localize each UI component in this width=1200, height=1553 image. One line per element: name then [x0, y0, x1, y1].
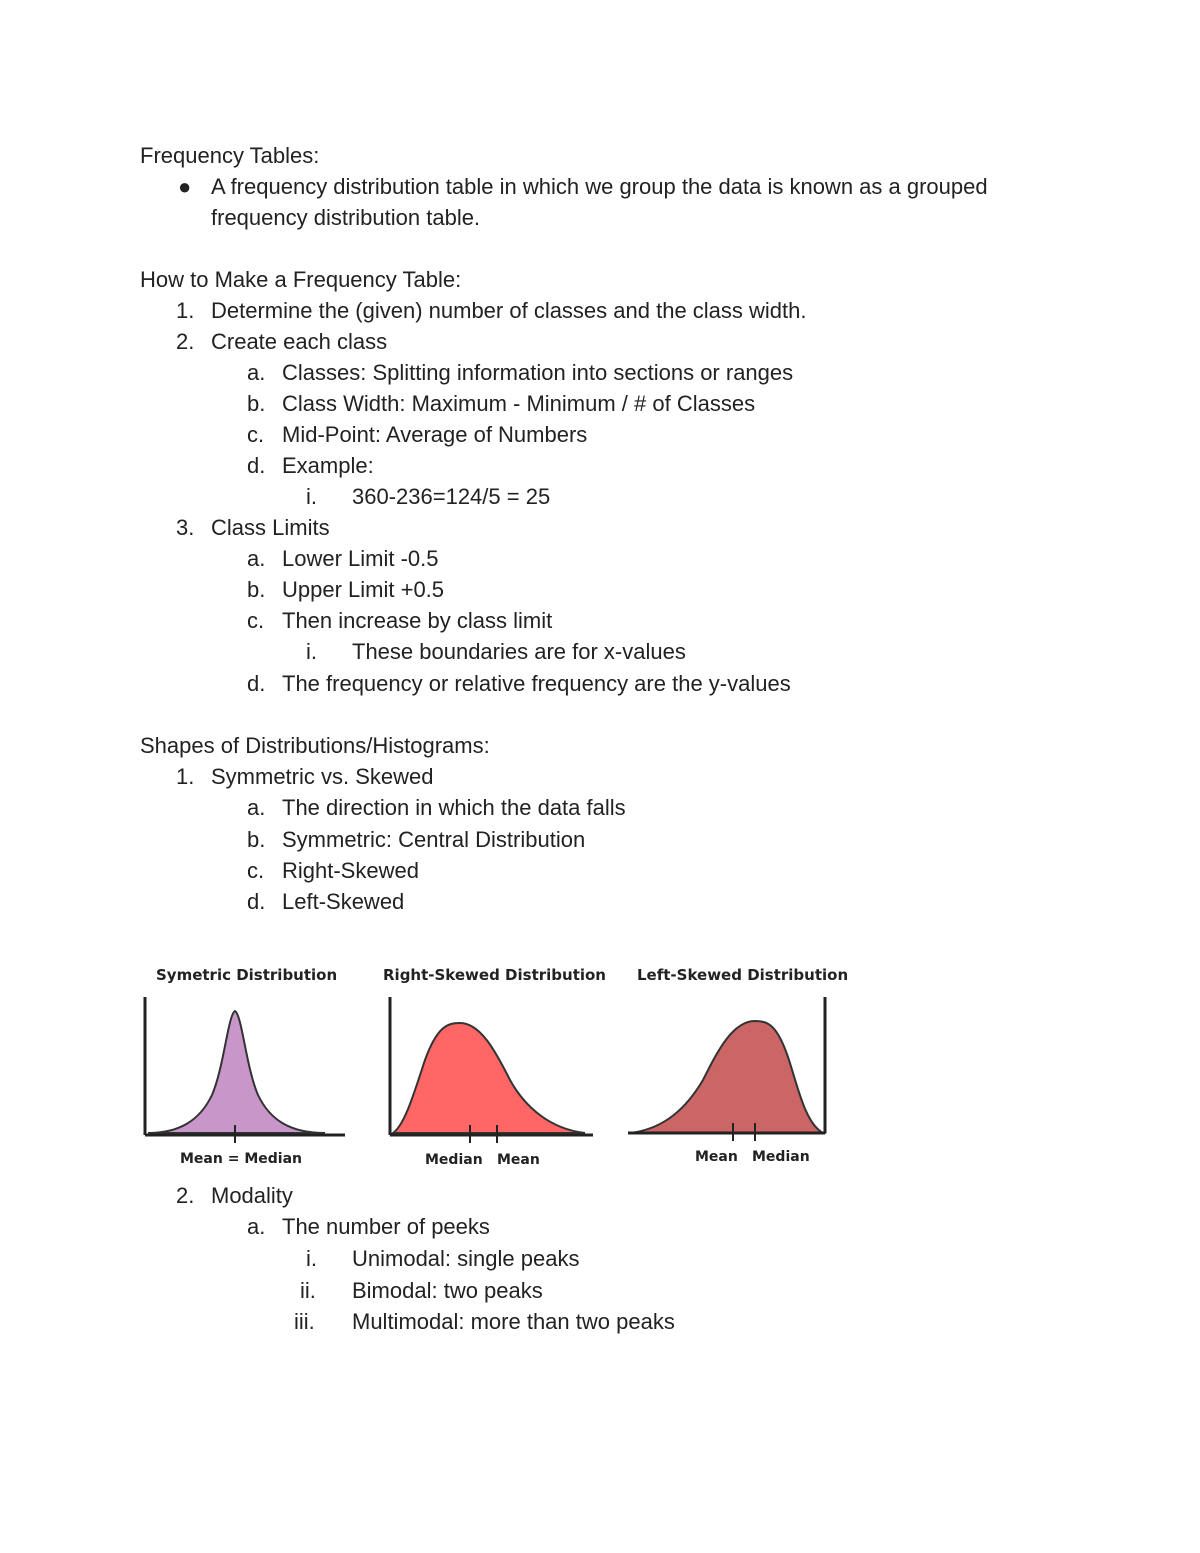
- list-marker: i.: [306, 484, 317, 509]
- list-marker: 1.: [176, 298, 195, 323]
- list-marker: a.: [247, 795, 266, 820]
- symmetric-distribution-figure: [140, 995, 350, 1140]
- left-median-label: Median: [752, 1149, 810, 1165]
- list-marker: a.: [247, 360, 266, 385]
- list-marker: ii.: [300, 1278, 316, 1303]
- bullet-icon: ●: [178, 174, 192, 199]
- list-item: The direction in which the data falls: [282, 795, 626, 820]
- heading-shapes: Shapes of Distributions/Histograms:: [140, 733, 490, 758]
- list-marker: d.: [247, 889, 266, 914]
- list-item: Classes: Splitting information into sections or ranges: [282, 360, 794, 385]
- heading-frequency-tables: Frequency Tables:: [140, 143, 320, 168]
- list-item: These boundaries are for x-values: [352, 639, 686, 664]
- list-item: 360-236=124/5 = 25: [352, 484, 551, 509]
- list-marker: 3.: [176, 515, 195, 540]
- list-marker: a.: [247, 546, 266, 571]
- list-item: Then increase by class limit: [282, 608, 553, 633]
- list-item: Upper Limit +0.5: [282, 577, 445, 602]
- list-item: Create each class: [211, 329, 388, 354]
- list-item: Modality: [211, 1183, 293, 1208]
- list-item: Class Limits: [211, 515, 330, 540]
- list-item: Mid-Point: Average of Numbers: [282, 422, 588, 447]
- symmetric-label: Mean = Median: [180, 1151, 302, 1167]
- list-item: Lower Limit -0.5: [282, 546, 439, 571]
- list-marker: iii.: [294, 1309, 315, 1334]
- right-skewed-distribution-figure: [385, 995, 597, 1140]
- list-item: Determine the (given) number of classes and the class width.: [211, 298, 807, 323]
- list-marker: b.: [247, 827, 266, 852]
- list-marker: b.: [247, 391, 266, 416]
- list-item: Multimodal: more than two peaks: [352, 1309, 675, 1334]
- left-skewed-figure-title: Left-Skewed Distribution: [637, 966, 849, 984]
- list-marker: 2.: [176, 329, 195, 354]
- list-marker: 1.: [176, 764, 195, 789]
- left-mean-label: Mean: [695, 1149, 738, 1165]
- symmetric-figure-title: Symetric Distribution: [156, 966, 338, 984]
- heading-how-to: How to Make a Frequency Table:: [140, 267, 462, 292]
- right-median-label: Median: [425, 1152, 483, 1168]
- symmetric-curve: [148, 1011, 325, 1133]
- list-item: Symmetric vs. Skewed: [211, 764, 434, 789]
- list-item: Unimodal: single peaks: [352, 1246, 580, 1271]
- list-marker: i.: [306, 639, 317, 664]
- right-skewed-figure-title: Right-Skewed Distribution: [383, 966, 606, 984]
- list-marker: a.: [247, 1214, 266, 1239]
- list-item: Right-Skewed: [282, 858, 419, 883]
- list-marker: d.: [247, 671, 266, 696]
- list-item: Example:: [282, 453, 374, 478]
- left-skewed-distribution-figure: [625, 995, 835, 1140]
- list-item: Symmetric: Central Distribution: [282, 827, 586, 852]
- list-marker: c.: [247, 858, 265, 883]
- list-item: Class Width: Maximum - Minimum / # of Classes: [282, 391, 756, 416]
- right-mean-label: Mean: [497, 1152, 540, 1168]
- left-skewed-curve: [630, 1021, 823, 1133]
- list-marker: i.: [306, 1246, 317, 1271]
- list-item: The number of peeks: [282, 1214, 490, 1239]
- list-item: The frequency or relative frequency are the y-values: [282, 671, 791, 696]
- list-marker: c.: [247, 422, 265, 447]
- bullet-text: A frequency distribution table in which we group the data is known as a grouped: [211, 174, 988, 199]
- right-skewed-curve: [393, 1023, 585, 1133]
- list-marker: 2.: [176, 1183, 195, 1208]
- list-marker: d.: [247, 453, 266, 478]
- bullet-text-continued: frequency distribution table.: [211, 205, 481, 230]
- list-marker: c.: [247, 608, 265, 633]
- list-marker: b.: [247, 577, 266, 602]
- list-item: Left-Skewed: [282, 889, 405, 914]
- list-item: Bimodal: two peaks: [352, 1278, 543, 1303]
